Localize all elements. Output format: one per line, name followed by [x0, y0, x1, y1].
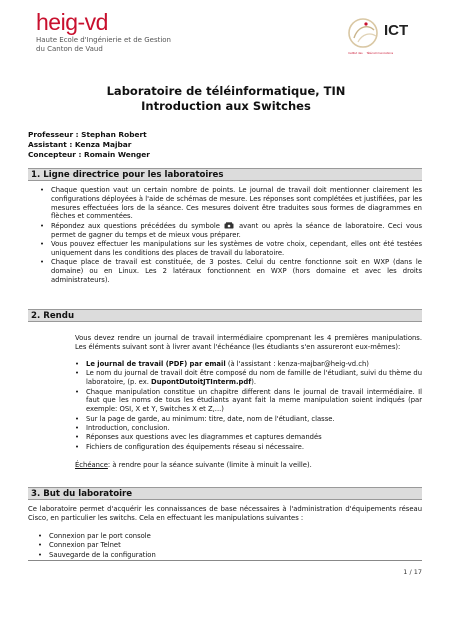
- list-item: • Vous pouvez effectuer les manipulations sur les systèmes de votre choix, cependant, elles ont été testées uniquement dans les conditions des places de travail du laboratoire.: [40, 240, 422, 258]
- list-item: [40, 222, 422, 240]
- list-item: • Connexion par le port console: [38, 532, 422, 541]
- ict-subtitle-2: Télécommunications: [366, 52, 394, 55]
- ict-word: ICT: [384, 22, 409, 39]
- list-item: • Réponses aux questions avec les diagrammes et captures demandés: [75, 433, 422, 442]
- logo-subtitle: [36, 36, 171, 53]
- section-1-heading: 1. Ligne directrice pour les laboratoires: [28, 168, 422, 181]
- naming-example: DupontDutoitJTInterm.pdf: [151, 378, 252, 387]
- list-item: [75, 360, 422, 369]
- list-item: [75, 369, 422, 387]
- logo-subtitle-line-2: du Canton de Vaud: [36, 44, 103, 53]
- list-item: • Chaque place de travail est constituée, de 3 postes. Celui du centre fonctionne soit en WXP (dans le domaine) ou en Linux. Les 2 latéraux fonctionnent en WXP (hors domaine et avec les droits administrateurs).: [40, 258, 422, 284]
- naming-pre: Le nom du journal de travail doit être composé du nom de famille de l'étudiant, suivi du thème du laboratoire, (p. ex.: [86, 369, 422, 387]
- section-2-intro: Vous devez rendre un journal de travail intermédiaire cpomprenant les 4 premières manipulations. Les éléments suivant sont à livrer avant l'échéance (les étudiants s'en assureront eux-mêmes):: [75, 334, 422, 351]
- logo-subtitle-line-1: Haute Ecole d'Ingénierie et de Gestion: [36, 36, 171, 44]
- ict-logo: [346, 16, 422, 62]
- section-3-heading: 3. But du laboratoire: [28, 487, 422, 500]
- list-item: • Connexion par Telnet: [38, 541, 422, 550]
- section-3-intro: Ce laboratoire permet d'acquérir les connaissances de base nécessaires à l'administration d'équipements réseau Cisco, en particulier les switchs. Cela en effectuant les manipulations suivantes :: [28, 505, 422, 522]
- designer-line: Concepteur : Romain Wenger: [28, 150, 150, 159]
- list-item: • Chaque question vaut un certain nombre de points. Le journal de travail doit mentionner clairement les configurations déployées à l'aide de schémas de mesure. Les réponses sont complétées et justifiées, par les mesures effectuées lors de la séance. Ces mesures doivent être traduites sous formes de diagrammes en flèches et commentées.: [40, 186, 422, 221]
- preparation-symbol-icon: [224, 222, 234, 229]
- deliverable-bold: Le journal de travail (PDF) par email: [86, 360, 226, 368]
- document-title-line-1: Laboratoire de téléinformatique, TIN: [106, 84, 346, 98]
- ict-subtitle: [348, 52, 424, 55]
- list-item: • Sauvegarde de la configuration: [38, 551, 422, 560]
- document-title-line-2: Introduction aux Switches: [141, 99, 311, 113]
- section-3-list: [38, 532, 422, 560]
- section-1-list: [40, 186, 422, 285]
- section-2-heading: 2. Rendu: [28, 309, 422, 322]
- heig-vd-logo: [36, 10, 171, 53]
- staff-list: [28, 130, 150, 160]
- deadline-text: : à rendre pour la séance suivante (limite à minuit la veille).: [107, 461, 312, 469]
- list-item: • Introduction, conclusion.: [75, 424, 422, 433]
- list-item: • Fichiers de configuration des équipements réseau si nécessaire.: [75, 443, 422, 452]
- professor-line: Professeur : Stephan Robert: [28, 130, 147, 139]
- list-item: • Chaque manipulation constitue un chapitre different dans le journal de travail intermédiaire. Il faut que les noms de tous les étudiants ayant fait la meme manipulation soient indiqués (par exemple: OSI, X et Y, Switches X et Z,...): [75, 388, 422, 414]
- logo-word: heig-vd: [36, 9, 108, 35]
- deadline-label: Échéance: [75, 461, 108, 469]
- naming-post: ).: [251, 378, 257, 387]
- deliverable-rest: (à l'assistant : kenza-majbar@heig-vd.ch): [225, 360, 369, 368]
- section-2-list: [75, 360, 422, 452]
- assistant-line: Assistant : Kenza Majbar: [28, 140, 132, 149]
- footer-divider: [28, 560, 422, 561]
- ict-logo-mark-icon: [346, 16, 382, 50]
- list-item: • Sur la page de garde, au minimum: titre, date, nom de l'étudiant, classe.: [75, 415, 422, 424]
- symbol-bullet-after: avant ou après la séance de laboratoire. Ceci vous permet de gagner du temps et de mieux vous préparer.: [51, 221, 422, 239]
- symbol-bullet-before: Répondez aux questions précédées du symbole: [51, 221, 220, 230]
- page-number: 1 / 17: [403, 568, 422, 576]
- ict-subtitle-1: Institut des: [348, 52, 363, 55]
- deadline-line: [75, 461, 422, 470]
